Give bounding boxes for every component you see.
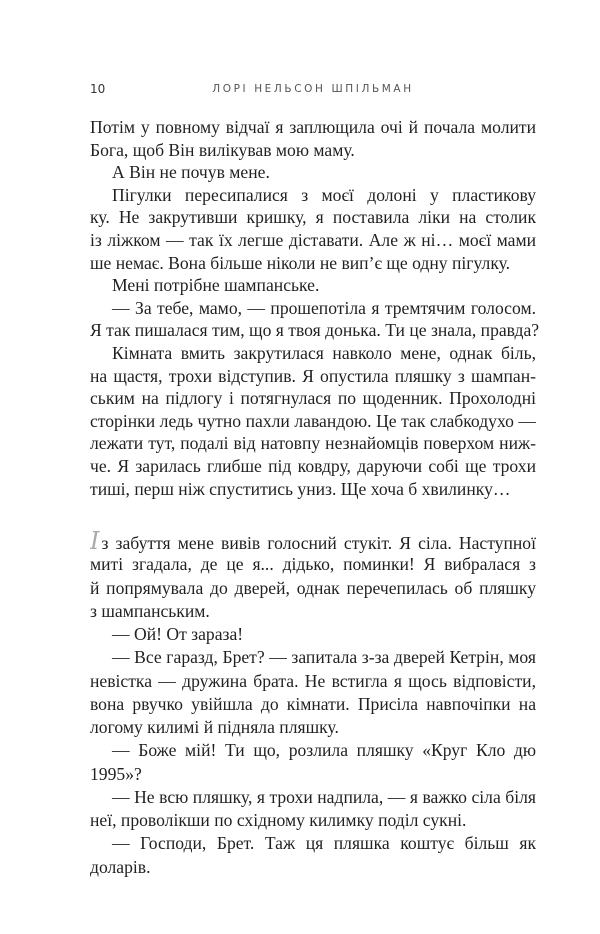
text-line [90, 342, 536, 365]
line-text: миті згадала, де це я... дідько, поминки! Я вибралася з [90, 554, 536, 575]
text-line [90, 252, 536, 275]
text-line [90, 297, 536, 320]
text-line [90, 365, 536, 388]
line-text: — Боже мій! Ти що, розлила пляшку «Круг Кло дю [112, 740, 536, 761]
text-line [90, 274, 536, 297]
running-title: ЛОРІ НЕЛЬСОН ШПІЛЬМАН [212, 83, 414, 95]
line-text: Я так пишалася тим, що я твоя донька. Ти це знала, правда? [90, 320, 540, 341]
text-line [90, 739, 536, 762]
drop-cap: І [90, 530, 100, 554]
text-line [90, 832, 536, 855]
line-text: невістка — дружина брата. Не встигла я щось відповісти, [90, 670, 536, 691]
line-text: з шампанським. [90, 600, 210, 621]
text-line [90, 387, 536, 410]
text-line [90, 716, 536, 739]
text-line [90, 763, 536, 786]
text-line [90, 856, 536, 879]
text-line [90, 530, 536, 553]
line-text: лежати тут, подалі від натовпу незнайомців поверхом ниж- [90, 433, 536, 454]
text-line [90, 646, 536, 669]
text-line [90, 410, 536, 433]
text-line [90, 161, 536, 184]
text-line [90, 206, 536, 229]
line-text: Кімната вмить закрутилася навколо мене, однак біль, [112, 342, 536, 363]
line-text: ським на підлогу і потягнулася по щоденник. Прохолодні [90, 388, 536, 409]
text-line [90, 600, 536, 623]
line-text: ку. Не закрутивши кришку, я поставила ліки на столик [90, 207, 536, 228]
text-line [90, 455, 536, 478]
line-text: — Все гаразд, Брет? — запитала з-за дверей Кетрін, моя [112, 647, 536, 668]
text-section-2 [90, 530, 536, 879]
text-line [90, 229, 536, 252]
page-header [90, 82, 536, 102]
line-text: доларів. [90, 856, 151, 877]
line-text: логому килимі й підняла пляшку. [90, 717, 339, 737]
line-text: й попрямувала до дверей, однак перечепилась об пляшку [90, 577, 536, 598]
line-text: Потім у повному відчаї я заплющила очі й почала молити [90, 117, 536, 137]
page-number: 10 [90, 82, 106, 96]
line-text: вона рвучко увійшла до кімнати. Присіла навпочіпки на [90, 693, 536, 714]
text-line [90, 553, 536, 576]
line-text: че. Я зарилась глибше під ковдру, даруючи собі ще трохи [90, 455, 536, 476]
line-text: сторінки ледь чутно пахли лавандою. Це так слабкодухо — [90, 410, 536, 431]
text-line [90, 432, 536, 455]
text-line [90, 577, 536, 600]
line-text: — Господи, Брет. Таж ця пляшка коштує більш як [112, 833, 536, 854]
text-line [90, 139, 536, 162]
line-text: Пігулки пересипалися з моєї долоні у пластикову [112, 184, 536, 205]
line-text: із ліжком — так їх легше діставати. Але ж ні… моєї мами [90, 229, 536, 250]
text-line [90, 319, 540, 342]
line-text: — Ой! От зараза! [112, 624, 244, 644]
line-text: неї, проволікши по східному килимку поділ сукні. [90, 810, 467, 830]
line-text: 1995»? [90, 763, 142, 784]
line-text: ше немає. Вона більше ніколи не вип’є ще одну пігулку. [90, 252, 511, 273]
line-text: з забуття мене вивів голосний стукіт. Я сіла. Наступної [101, 533, 536, 553]
line-text: на щастя, трохи відступив. Я опустила пляшку з шампан- [90, 365, 536, 386]
text-line [90, 478, 536, 501]
text-section-1 [90, 116, 540, 500]
line-text: — Не всю пляшку, я трохи надпила, — я важко сіла біля [112, 786, 536, 807]
line-text: Мені потрібне шампанське. [112, 275, 320, 296]
text-line [90, 116, 536, 139]
line-text: тиші, перш ніж спуститись униз. Ще хоча б хвилинку… [90, 478, 511, 499]
text-line [90, 184, 536, 207]
line-text: А Він не почув мене. [112, 162, 270, 183]
text-line [90, 623, 536, 646]
text-line [90, 809, 536, 832]
line-text: — За тебе, мамо, — прошепотіла я тремтячим голосом. [112, 297, 536, 318]
line-text: Бога, щоб Він вилікував мою маму. [90, 139, 355, 160]
text-line [90, 693, 536, 716]
text-line [90, 670, 536, 693]
text-line [90, 786, 536, 809]
